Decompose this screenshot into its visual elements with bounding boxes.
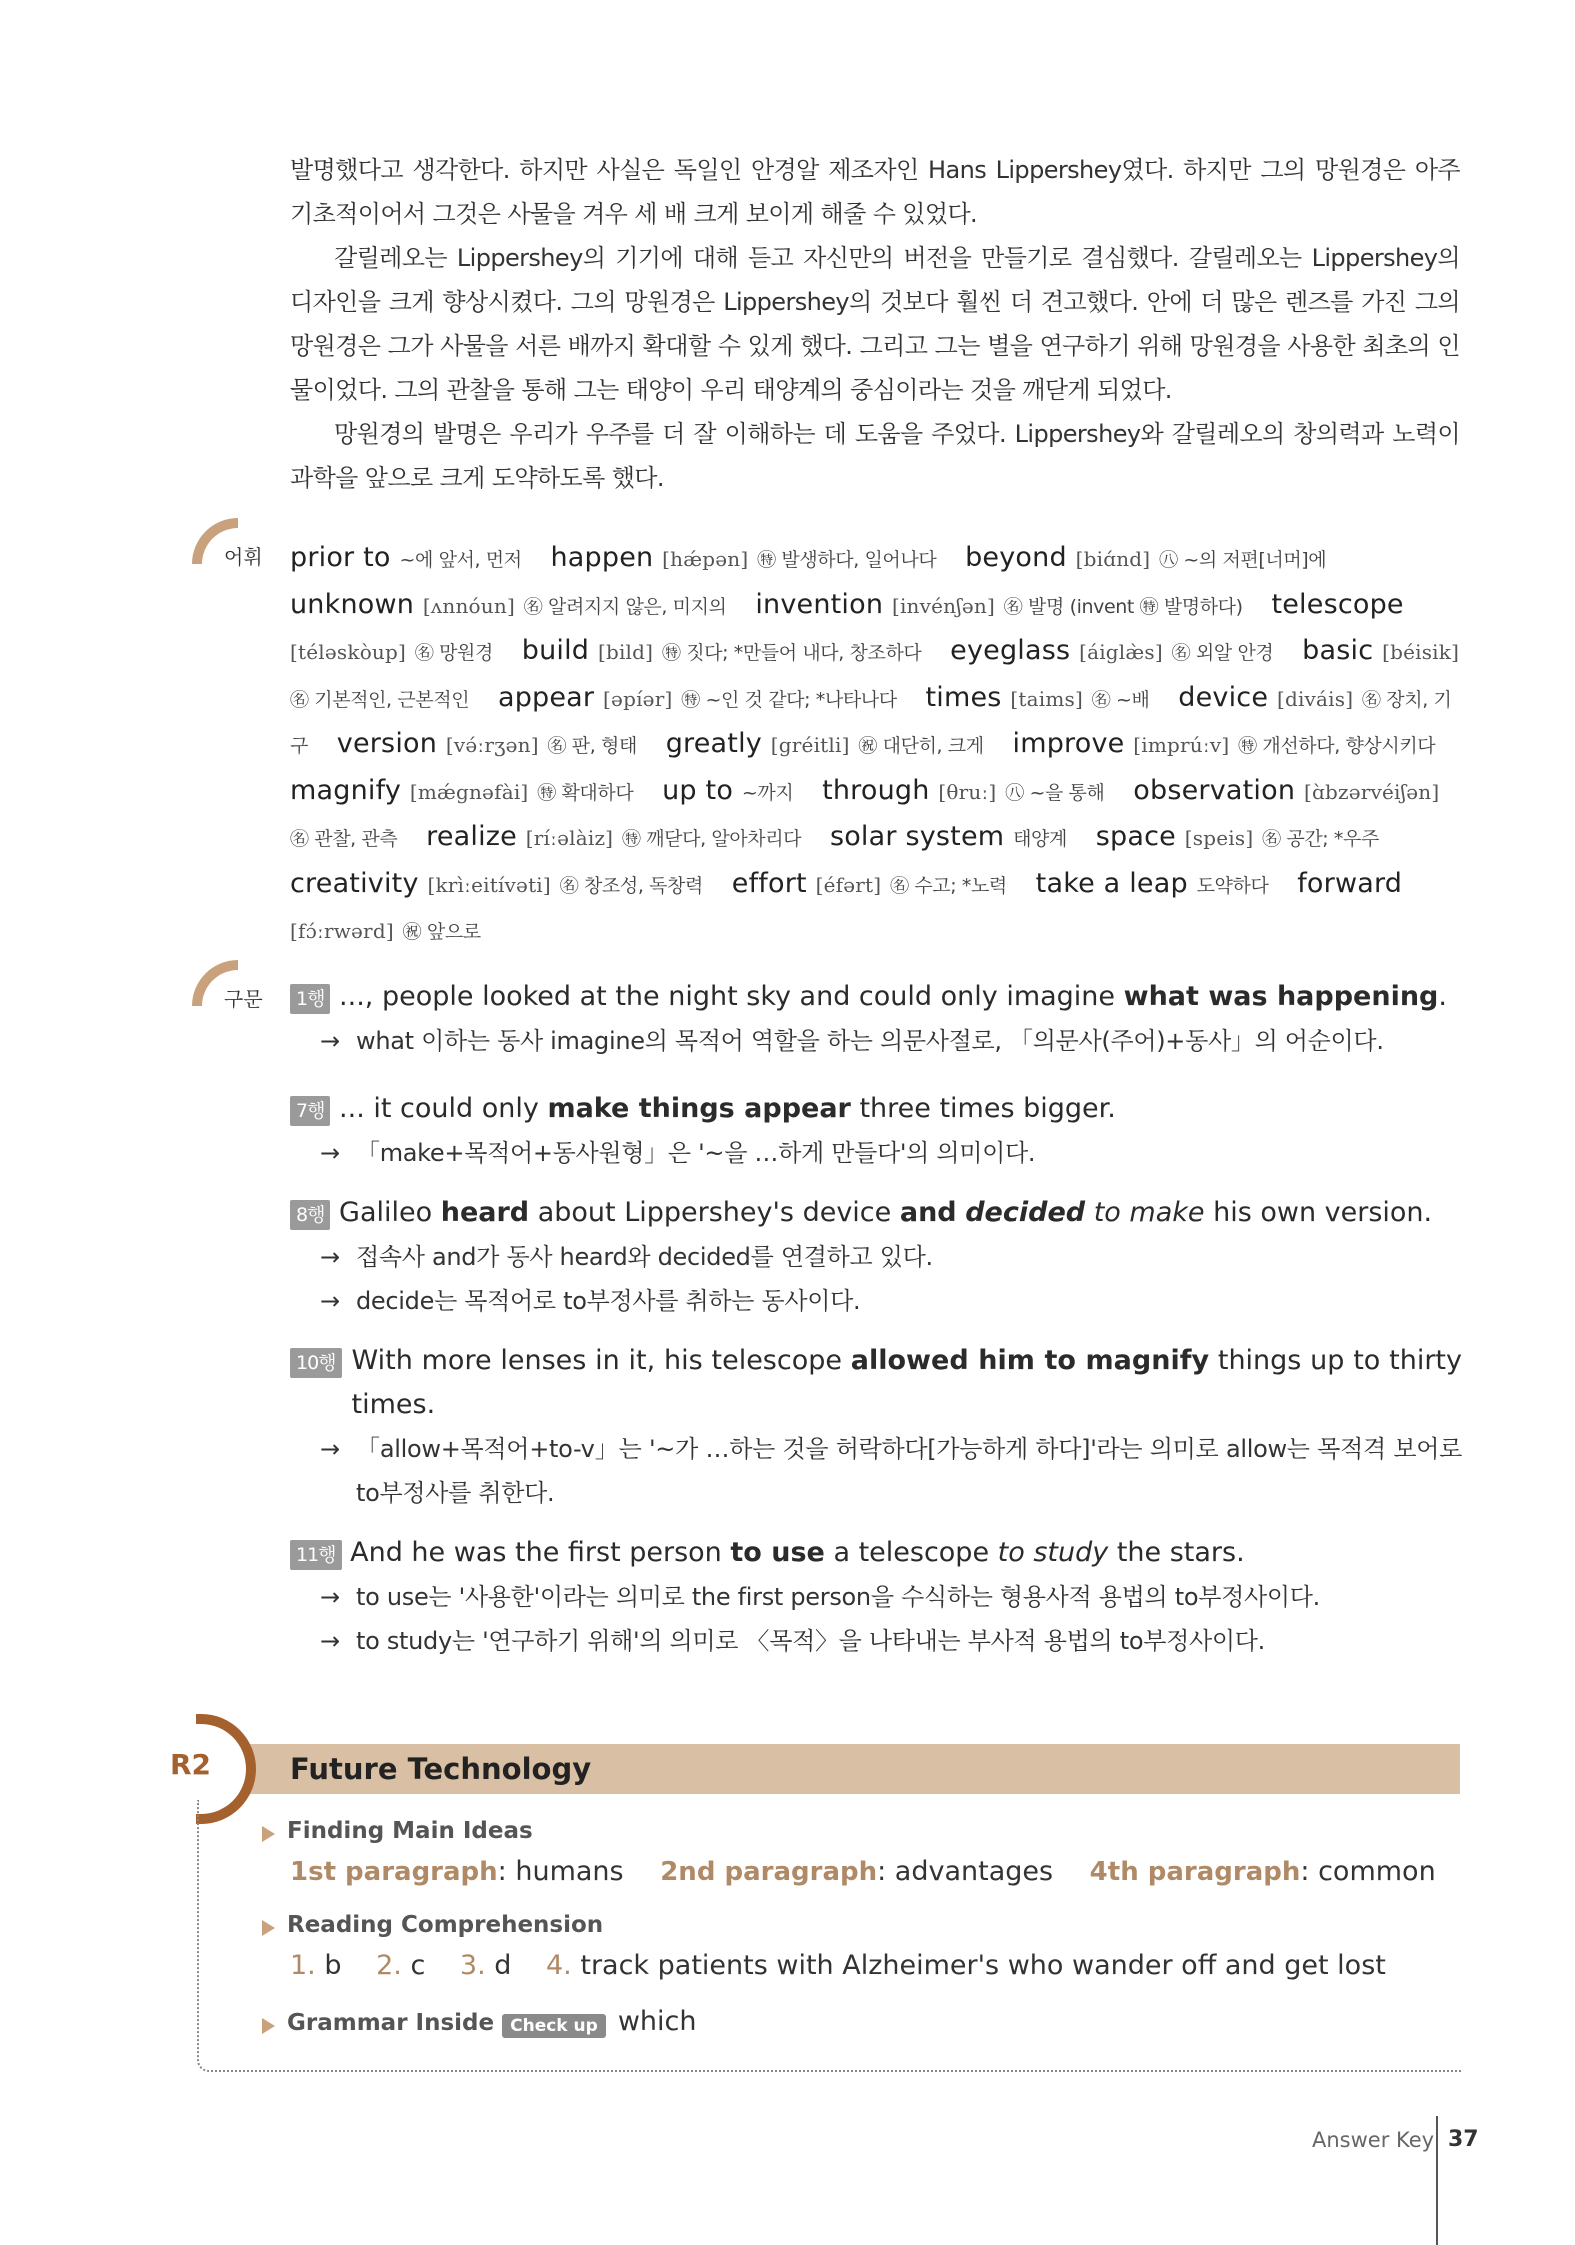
line-tag: 11행 bbox=[290, 1540, 342, 1570]
vocab-item: effort [éfərt] ㊔ 수고; *노력 bbox=[731, 867, 1007, 899]
finding-main-ideas-answers bbox=[290, 1856, 1436, 1887]
vocab-item: take a leap 도약하다 bbox=[1035, 867, 1269, 899]
vocab-item: unknown [ʌnnóun] ㊔ 알려지지 않은, 미지의 bbox=[290, 588, 727, 620]
vocab-label: 어휘 bbox=[224, 545, 263, 569]
vocab-item: solar system 태양계 bbox=[829, 821, 1067, 852]
vocab-item: eyeglass [áiglæ̀s] ㊔ 외알 안경 bbox=[950, 635, 1274, 666]
arrow-icon: → bbox=[320, 1583, 340, 1611]
grammar-item-2 bbox=[290, 1087, 1462, 1175]
vocab-item: telescope [téləskòup] ㊔ 망원경 bbox=[290, 588, 1404, 664]
vocab-item: space [speis] ㊔ 공간; *우주 bbox=[1095, 821, 1379, 852]
line-tag: 7행 bbox=[290, 1096, 330, 1126]
rc-3: 3. d bbox=[459, 1950, 512, 1981]
vocab-item: up to ~까지 bbox=[662, 774, 794, 806]
line-tag: 1행 bbox=[290, 984, 330, 1014]
translation-paragraph-3: 망원경의 발명은 우리가 우주를 더 잘 이해하는 데 도움을 주었다. Lippershey와 갈릴레오의 창의력과 노력이 과학을 앞으로 크게 도약하도록 했다. bbox=[290, 420, 1460, 492]
arrow-icon: → bbox=[320, 1027, 340, 1055]
triangle-bullet-icon bbox=[262, 2018, 275, 2034]
note: to use는 '사용한'이라는 의미로 the first person을 수식하는 형용사적 용법의 to부정사이다. bbox=[356, 1583, 1320, 1611]
vocab-item: through [θruː] ㊇ ~을 통해 bbox=[822, 774, 1105, 806]
r2-badge: R2 bbox=[170, 1748, 212, 1781]
page-number: 37 bbox=[1448, 2127, 1479, 2152]
grammar-item-5 bbox=[290, 1531, 1462, 1663]
vocab-item: magnify [mǽgnəfài] ㊕ 확대하다 bbox=[290, 774, 634, 806]
arrow-icon: → bbox=[320, 1435, 340, 1463]
vocab-item: prior to ~에 앞서, 먼저 bbox=[290, 542, 522, 573]
reading-comprehension-heading: Reading Comprehension bbox=[262, 1912, 603, 1938]
rc-2: 2. c bbox=[376, 1950, 426, 1981]
vocab-item: times [taims] ㊔ ~배 bbox=[925, 681, 1150, 713]
sentence: ... it could only make things appear three times bigger. bbox=[339, 1093, 1116, 1124]
vocab-item: version [və́ːrʒən] ㊔ 판, 형태 bbox=[336, 728, 637, 759]
grammar-label: 구문 bbox=[224, 987, 263, 1011]
triangle-bullet-icon bbox=[262, 1920, 275, 1936]
rc-4: 4. track patients with Alzheimer's who wander off and get lost bbox=[546, 1950, 1386, 1981]
arrow-icon: → bbox=[320, 1243, 340, 1271]
grammar-item-3 bbox=[290, 1191, 1462, 1323]
finding-main-ideas-heading: Finding Main Ideas bbox=[262, 1818, 533, 1844]
sentence: With more lenses in it, his telescope allowed him to magnify things up to thirty times. bbox=[351, 1345, 1462, 1420]
note: to study는 '연구하기 위해'의 의미로 〈목적〉을 나타내는 부사적 용법의 to부정사이다. bbox=[356, 1627, 1265, 1655]
footer-divider bbox=[1436, 2116, 1438, 2245]
vocab-item: greatly [gréitli] ㊗ 대단히, 크게 bbox=[665, 728, 984, 759]
line-tag: 10행 bbox=[290, 1348, 342, 1378]
grammar-inside-answer: which bbox=[617, 2006, 697, 2037]
line-tag: 8행 bbox=[290, 1200, 330, 1230]
note: 「make+목적어+동사원형」은 '~을 …하게 만들다'의 의미이다. bbox=[356, 1139, 1036, 1167]
arrow-icon: → bbox=[320, 1287, 340, 1315]
arrow-icon: → bbox=[320, 1139, 340, 1167]
vocab-item: device [diváis] ㊔ 장치, 기구 bbox=[290, 681, 1452, 757]
sentence: ..., people looked at the night sky and could only imagine what was happening. bbox=[339, 981, 1447, 1012]
vocab-list bbox=[290, 536, 1462, 955]
note: 접속사 and가 동사 heard와 decided를 연결하고 있다. bbox=[356, 1243, 933, 1271]
vocab-item: invention [invénʃən] ㊔ 발명 (invent ㊕ 발명하다) bbox=[755, 588, 1243, 620]
answer-2: 2nd paragraph: advantages bbox=[660, 1856, 1054, 1887]
sentence: And he was the first person to use a telescope to study the stars. bbox=[350, 1537, 1245, 1568]
rc-1: 1. b bbox=[290, 1950, 342, 1981]
vocab-item: basic [béisik] ㊔ 기본적인, 근본적인 bbox=[290, 635, 1460, 711]
vocab-item: forward [fɔ́ːrwərd] ㊗ 앞으로 bbox=[290, 867, 1403, 943]
vocab-item: creativity [krìːeitívəti] ㊔ 창조성, 독창력 bbox=[290, 867, 703, 899]
grammar-item-1 bbox=[290, 975, 1462, 1063]
vocab-item: observation [ɑ̀bzərvéiʃən] ㊔ 관찰, 관측 bbox=[290, 774, 1440, 850]
arrow-icon: → bbox=[320, 1627, 340, 1655]
check-up-badge: Check up bbox=[502, 2014, 606, 2038]
answer-3: 4th paragraph: common bbox=[1089, 1856, 1436, 1887]
sentence: Galileo heard about Lippershey's device and decided to make his own version. bbox=[339, 1197, 1433, 1228]
r2-title: Future Technology bbox=[290, 1752, 592, 1786]
grammar-item-4 bbox=[290, 1339, 1462, 1515]
translation-paragraph-1: 발명했다고 생각한다. 하지만 사실은 독일인 안경알 제조자인 Hans Lippershey였다. 하지만 그의 망원경은 아주 기초적이어서 그것은 사물을 겨우 세 배 크게 보이게 해줄 수 있었다. bbox=[290, 156, 1460, 228]
translation-paragraph-2: 갈릴레오는 Lippershey의 기기에 대해 듣고 자신만의 버전을 만들기로 결심했다. 갈릴레오는 Lippershey의 디자인을 크게 향상시켰다. 그의 망원경은 Lippershey의 것보다 훨씬 더 견고했다. 안에 더 많은 렌즈를 가진 그의 망원경은 그가 사물을 서른 배까지 확대할 수 있게 했다. 그리고 그는 별을 연구하기 위해 망원경을 사용한 최초의 인물이었다. 그의 관찰을 통해 그는 태양이 우리 태양계의 중심이라는 것을 깨닫게 되었다. bbox=[290, 244, 1460, 404]
vocab-item: improve [imprúːv] ㊕ 개선하다, 향상시키다 bbox=[1012, 728, 1436, 759]
footer-answer-key: Answer Key bbox=[1312, 2128, 1435, 2152]
triangle-bullet-icon bbox=[262, 1826, 275, 1842]
note: 「allow+목적어+to-v」는 '~가 …하는 것을 허락하다[가능하게 하다]'라는 의미로 allow는 목적격 보어로 to부정사를 취한다. bbox=[356, 1435, 1462, 1507]
vocab-item: build [bild] ㊕ 짓다; *만들어 내다, 창조하다 bbox=[521, 635, 922, 666]
vocab-item: realize [ríːəlàiz] ㊕ 깨닫다, 알아차리다 bbox=[426, 821, 802, 852]
note: decide는 목적어로 to부정사를 취하는 동사이다. bbox=[356, 1287, 861, 1315]
vocab-item: happen [hǽpən] ㊕ 발생하다, 일어나다 bbox=[550, 542, 937, 573]
translation-block bbox=[290, 148, 1460, 500]
vocab-item: appear [əpíər] ㊕ ~인 것 같다; *나타나다 bbox=[497, 681, 897, 713]
reading-comprehension-answers bbox=[290, 1950, 1386, 1981]
grammar-inside-row: Grammar Inside Check up which bbox=[262, 2006, 696, 2038]
vocab-item: beyond [biɑ́nd] ㊇ ~의 저편[너머]에 bbox=[965, 542, 1327, 573]
answer-1: 1st paragraph: humans bbox=[290, 1856, 624, 1887]
note: what 이하는 동사 imagine의 목적어 역할을 하는 의문사절로, 「의문사(주어)+동사」의 어순이다. bbox=[356, 1027, 1384, 1055]
